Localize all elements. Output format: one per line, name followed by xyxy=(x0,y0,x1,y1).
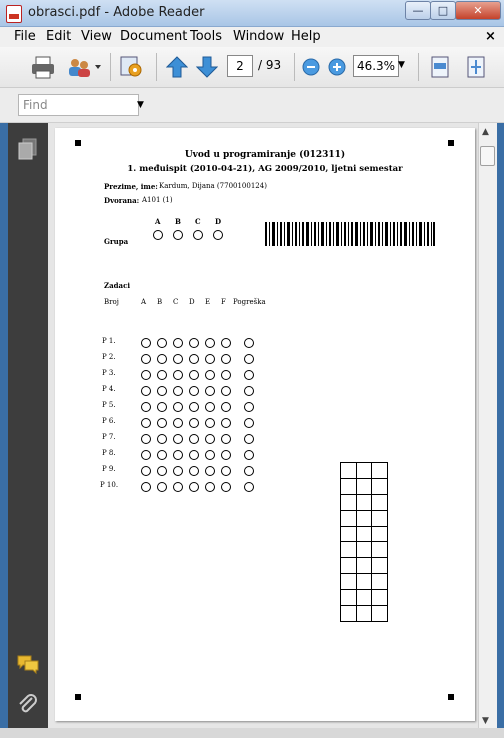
answer-col-e: E xyxy=(205,298,211,306)
zoom-in-button[interactable] xyxy=(328,55,346,79)
wrong-label: Pogreška xyxy=(233,298,266,306)
answer-bubble xyxy=(189,418,199,428)
name-value: Kardum, Dijana (7700100124) xyxy=(159,182,267,190)
answer-col-d: D xyxy=(189,298,195,306)
pages-icon xyxy=(17,137,39,161)
answer-bubble xyxy=(244,338,254,348)
separator xyxy=(294,53,295,81)
row-label: P 3. xyxy=(102,369,116,377)
navigation-sidebar xyxy=(8,123,48,728)
answer-bubble xyxy=(189,402,199,412)
vertical-scrollbar[interactable] xyxy=(478,123,497,728)
answer-bubble xyxy=(205,418,215,428)
window-title: obrasci.pdf - Adobe Reader xyxy=(28,5,205,20)
row-label: P 4. xyxy=(102,385,116,393)
answer-bubble xyxy=(244,354,254,364)
answer-bubble xyxy=(205,450,215,460)
answer-bubble xyxy=(141,338,151,348)
maximize-button[interactable]: □ xyxy=(430,1,456,20)
people-icon xyxy=(66,55,102,79)
find-options-dropdown-icon[interactable]: ▼ xyxy=(137,100,144,110)
answer-bubble xyxy=(173,402,183,412)
comments-panel-button[interactable] xyxy=(16,653,40,675)
scroll-down-icon[interactable]: ▼ xyxy=(482,716,489,726)
find-input[interactable]: Find xyxy=(18,94,139,116)
window-bottom-edge xyxy=(0,728,504,738)
answer-bubble xyxy=(173,450,183,460)
row-label: P 2. xyxy=(102,353,116,361)
row-label: P 10. xyxy=(100,481,119,489)
find-bar xyxy=(0,88,504,123)
group-bubble xyxy=(193,230,203,240)
previous-page-button[interactable] xyxy=(166,55,188,79)
gear-document-icon xyxy=(118,55,146,79)
fit-width-button[interactable] xyxy=(428,55,452,79)
answer-bubble xyxy=(173,466,183,476)
row-label: P 6. xyxy=(102,417,116,425)
separator xyxy=(110,53,111,81)
corner-mark xyxy=(448,694,454,700)
corner-mark xyxy=(75,140,81,146)
answer-bubble xyxy=(244,466,254,476)
menu-help[interactable]: Help xyxy=(291,29,321,44)
number-label: Broj xyxy=(104,298,119,306)
answer-bubble xyxy=(244,418,254,428)
answer-bubble xyxy=(141,466,151,476)
close-button[interactable]: ✕ xyxy=(455,1,501,20)
answer-bubble xyxy=(221,338,231,348)
answer-bubble xyxy=(189,354,199,364)
answer-bubble xyxy=(157,370,167,380)
answer-bubble xyxy=(205,402,215,412)
answer-col-b: B xyxy=(157,298,163,306)
arrow-down-icon xyxy=(196,55,218,79)
group-option-b: B xyxy=(175,217,181,226)
page-number-input[interactable]: 2 xyxy=(227,55,253,77)
answer-bubble xyxy=(221,418,231,428)
close-document-button[interactable]: × xyxy=(485,29,496,44)
answer-bubble xyxy=(173,370,183,380)
row-label: P 7. xyxy=(102,433,116,441)
room-label: Dvorana: xyxy=(104,196,140,205)
answer-bubble xyxy=(189,434,199,444)
answer-col-a: A xyxy=(141,298,147,306)
arrow-up-icon xyxy=(166,55,188,79)
answer-bubble xyxy=(205,466,215,476)
answer-bubble xyxy=(221,434,231,444)
answer-bubble xyxy=(221,370,231,380)
corner-mark xyxy=(448,140,454,146)
answer-bubble xyxy=(244,450,254,460)
answer-bubble xyxy=(221,386,231,396)
doc-title-line2: 1. međuispit (2010-04-21), AG 2009/2010, ljetni semestar xyxy=(127,164,403,174)
answer-bubble xyxy=(221,354,231,364)
attachments-panel-button[interactable] xyxy=(17,693,39,717)
answer-bubble xyxy=(189,338,199,348)
answer-bubble xyxy=(221,482,231,492)
speech-bubbles-icon xyxy=(16,653,40,675)
answer-bubble xyxy=(205,370,215,380)
collaborate-button[interactable] xyxy=(66,55,102,79)
menu-view[interactable]: View xyxy=(81,29,112,44)
scroll-up-icon[interactable]: ▲ xyxy=(482,127,489,137)
answer-bubble xyxy=(189,386,199,396)
answer-bubble xyxy=(205,386,215,396)
scrollbar-thumb[interactable] xyxy=(480,146,495,166)
tasks-label: Zadaci xyxy=(104,281,130,290)
answer-bubble xyxy=(205,482,215,492)
row-label: P 1. xyxy=(102,337,116,345)
answer-bubble xyxy=(141,386,151,396)
zoom-out-button[interactable] xyxy=(302,55,320,79)
answer-bubble xyxy=(157,450,167,460)
row-label: P 9. xyxy=(102,465,116,473)
answer-bubble xyxy=(205,338,215,348)
menu-window[interactable]: Window xyxy=(233,29,285,44)
next-page-button[interactable] xyxy=(196,55,218,79)
answer-bubble xyxy=(189,466,199,476)
answer-bubble xyxy=(244,482,254,492)
answer-bubble xyxy=(189,450,199,460)
group-bubble xyxy=(173,230,183,240)
menu-document[interactable]: Document xyxy=(120,29,188,44)
answer-bubble xyxy=(173,482,183,492)
row-label: P 8. xyxy=(102,449,116,457)
answer-bubble xyxy=(244,370,254,380)
answer-bubble xyxy=(244,402,254,412)
group-label: Grupa xyxy=(104,237,129,246)
group-option-c: C xyxy=(195,217,201,226)
answer-bubble xyxy=(141,434,151,444)
paperclip-icon xyxy=(17,693,39,717)
separator xyxy=(418,53,419,81)
fit-page-button[interactable] xyxy=(464,55,488,79)
answer-bubble xyxy=(189,482,199,492)
group-option-a: A xyxy=(155,217,161,226)
page-total: / 93 xyxy=(258,58,282,72)
separator xyxy=(156,53,157,81)
menu-edit[interactable]: Edit xyxy=(46,29,72,44)
group-bubble xyxy=(153,230,163,240)
answer-bubble xyxy=(157,434,167,444)
answer-bubble xyxy=(141,354,151,364)
print-button[interactable] xyxy=(30,55,56,79)
fit-page-icon xyxy=(464,55,488,79)
menu-bar xyxy=(0,27,504,48)
barcode xyxy=(265,222,435,246)
answer-bubble xyxy=(189,370,199,380)
group-bubble xyxy=(213,230,223,240)
answer-bubble xyxy=(173,386,183,396)
answer-bubble xyxy=(141,482,151,492)
answer-bubble xyxy=(141,402,151,412)
minimize-button[interactable]: — xyxy=(405,1,431,20)
answer-bubble xyxy=(141,370,151,380)
menu-tools[interactable]: Tools xyxy=(190,29,223,44)
menu-file[interactable]: File xyxy=(14,29,36,44)
toolbar xyxy=(0,47,504,88)
score-grid xyxy=(340,462,388,622)
answer-bubble xyxy=(157,354,167,364)
zoom-level-input[interactable]: 46.3% xyxy=(353,55,399,77)
corner-mark xyxy=(75,694,81,700)
answer-bubble xyxy=(141,450,151,460)
answer-bubble xyxy=(157,402,167,412)
answer-bubble xyxy=(157,338,167,348)
answer-col-f: F xyxy=(221,298,226,306)
answer-bubble xyxy=(244,386,254,396)
printer-icon xyxy=(30,55,56,79)
pdf-app-icon xyxy=(6,5,22,23)
answer-bubble xyxy=(205,354,215,364)
doc-title-line1: Uvod u programiranje (012311) xyxy=(184,150,346,160)
pages-panel-button[interactable] xyxy=(17,137,39,161)
row-label: P 5. xyxy=(102,401,116,409)
pdf-page xyxy=(55,128,475,721)
fit-width-icon xyxy=(428,55,452,79)
answer-bubble xyxy=(173,434,183,444)
title-bar xyxy=(0,0,504,27)
answer-col-c: C xyxy=(173,298,179,306)
answer-bubble xyxy=(157,418,167,428)
name-label: Prezime, ime: xyxy=(104,182,158,191)
zoom-dropdown-icon[interactable]: ▼ xyxy=(398,60,405,70)
answer-bubble xyxy=(173,354,183,364)
answer-bubble xyxy=(157,466,167,476)
answer-bubble xyxy=(221,466,231,476)
zoom-out-icon xyxy=(302,55,320,79)
answer-bubble xyxy=(173,418,183,428)
answer-bubble xyxy=(244,434,254,444)
answer-bubble xyxy=(221,402,231,412)
answer-bubble xyxy=(221,450,231,460)
answer-bubble xyxy=(141,418,151,428)
answer-bubble xyxy=(157,482,167,492)
answer-bubble xyxy=(205,434,215,444)
answer-bubble xyxy=(173,338,183,348)
zoom-in-icon xyxy=(328,55,346,79)
group-option-d: D xyxy=(215,217,222,226)
settings-button[interactable] xyxy=(118,55,146,79)
room-value: A101 (1) xyxy=(142,196,173,204)
answer-bubble xyxy=(157,386,167,396)
